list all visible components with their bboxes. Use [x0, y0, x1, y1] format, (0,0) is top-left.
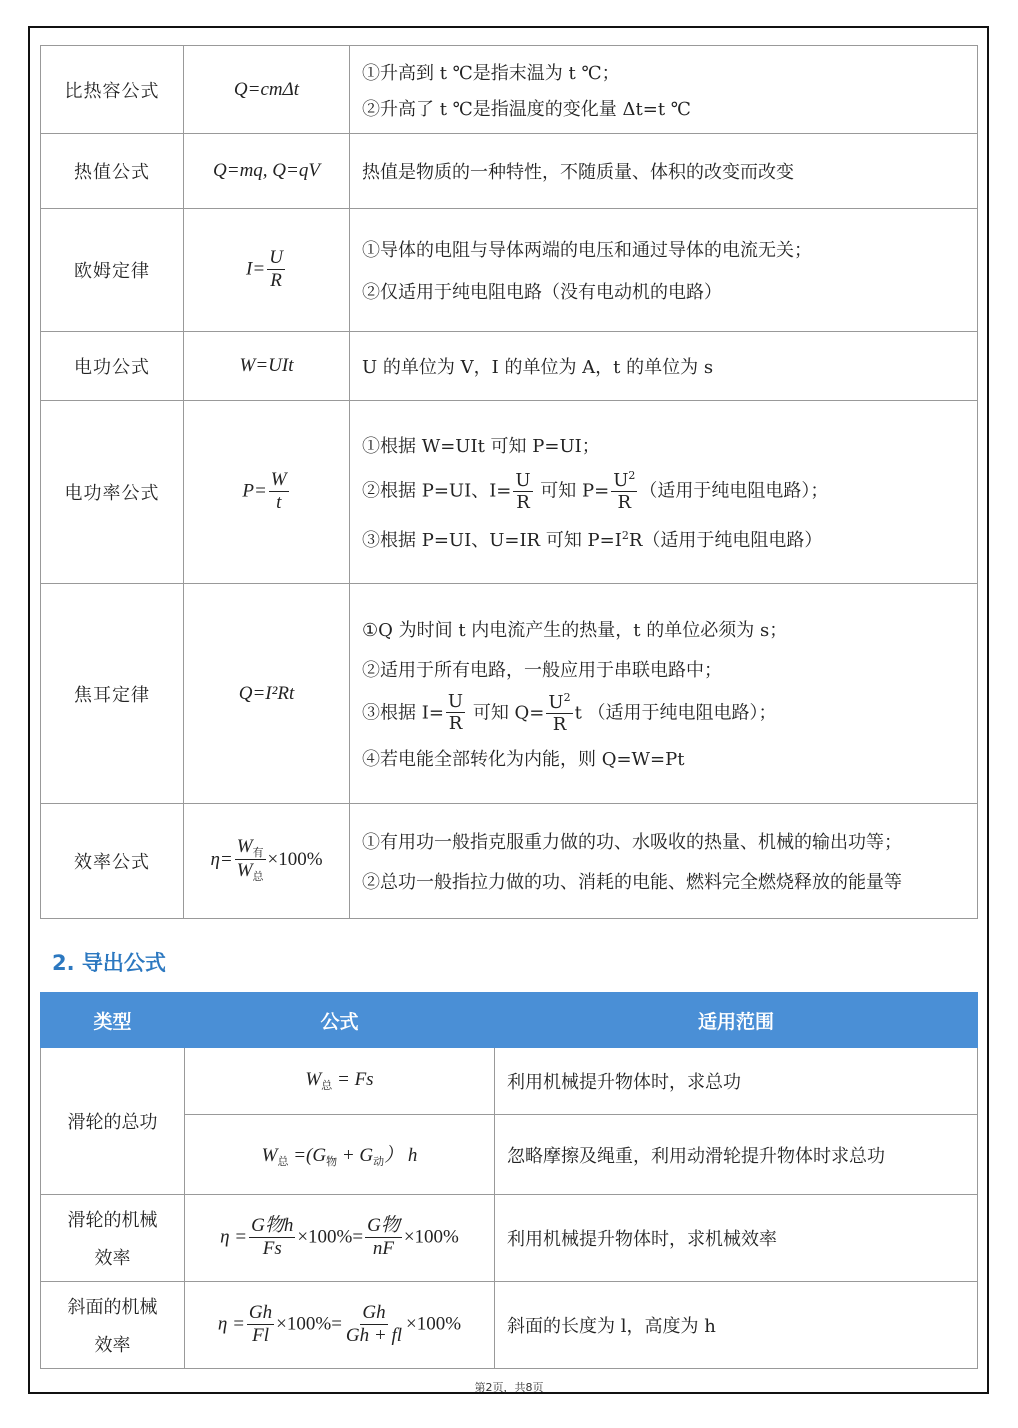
table-row: [41, 332, 978, 401]
note-text: ③根据 P=UI、U=IR 可知 P=I: [362, 529, 622, 551]
row-formula: Q=I²Rt: [184, 584, 350, 804]
row-notes: [350, 134, 978, 209]
table-row: [41, 1195, 978, 1282]
note-line: 热值是物质的一种特性，不随质量、体积的改变而改变: [362, 162, 794, 183]
row-note: 忽略摩擦及绳重，利用动滑轮提升物体时求总功: [495, 1115, 978, 1195]
table-row: [41, 134, 978, 209]
row-notes: [350, 584, 978, 804]
derived-formula-table: [40, 992, 978, 1369]
row-formula: Q=cmΔt: [184, 46, 350, 134]
table-row: [41, 46, 978, 134]
fraction-numerator: G物: [367, 1214, 400, 1236]
header-row: [41, 993, 978, 1048]
table-row: [41, 1048, 978, 1115]
subscript: 有: [252, 847, 264, 860]
formula-rhs: ×100%: [406, 1313, 462, 1335]
formula-mid: ×100%=: [276, 1313, 342, 1335]
row-notes: [350, 46, 978, 134]
fraction-numerator: G物h: [251, 1214, 294, 1236]
row-formula: [185, 1282, 495, 1369]
formula-part: ） h: [384, 1145, 418, 1166]
fraction-numerator: Gh: [248, 1301, 273, 1323]
fraction: [546, 692, 572, 735]
fraction-denominator: R: [552, 713, 567, 735]
fraction-numerator: U: [269, 246, 283, 268]
row-note: 斜面的长度为 l，高度为 h: [495, 1282, 978, 1369]
row-notes: [350, 804, 978, 919]
note-text: ③根据 I=: [362, 702, 444, 724]
fraction-numerator: [546, 692, 572, 714]
row-formula: [185, 1048, 495, 1115]
subscript: 总: [321, 1080, 333, 1092]
row-name: 欧姆定律: [41, 209, 184, 332]
fraction-numerator: Gh: [362, 1301, 386, 1323]
note-text: 可知 Q=: [467, 702, 545, 724]
formula-lhs: η =: [220, 1226, 248, 1248]
note-text: t （适用于纯电阻电路）；: [574, 702, 777, 724]
numerator-base: U: [613, 470, 629, 492]
row-formula: Q=mq, Q=qV: [184, 134, 350, 209]
row-name: 效率公式: [41, 804, 184, 919]
formula-rhs: ×100%: [403, 1226, 459, 1248]
table-row: [41, 584, 978, 804]
note-text: 可知 P=: [534, 480, 610, 502]
fraction: [267, 248, 285, 293]
row-name: 焦耳定律: [41, 584, 184, 804]
row-notes: [350, 209, 978, 332]
row-formula: [184, 804, 350, 919]
row-formula: [185, 1115, 495, 1195]
row-name: [41, 1282, 185, 1369]
formula-part: W: [261, 1145, 278, 1166]
note-text: R（适用于纯电阻电路）: [628, 529, 823, 551]
fraction-numerator: [235, 837, 266, 860]
table-row: [41, 804, 978, 919]
note-line: ①导体的电阻与导体两端的电压和通过导体的电流无关；: [362, 240, 812, 261]
fraction-numerator: U: [447, 691, 464, 713]
row-formula: W=UIt: [184, 332, 350, 401]
superscript: 2: [628, 469, 636, 483]
fraction: [249, 1216, 295, 1261]
formula-part: =(G: [288, 1145, 327, 1166]
fraction: [247, 1303, 274, 1348]
row-name: 滑轮的总功: [41, 1048, 185, 1195]
fraction: [513, 471, 532, 513]
row-name: 电功公式: [41, 332, 184, 401]
fraction-denominator: [235, 860, 266, 884]
fraction-denominator: R: [516, 491, 530, 513]
row-formula: [184, 401, 350, 584]
note-line: [362, 692, 977, 735]
basic-formula-table: [40, 45, 978, 919]
name-line: 效率: [94, 1335, 131, 1356]
header-type: 类型: [41, 993, 185, 1048]
fraction-denominator: R: [448, 713, 463, 735]
fraction: [446, 692, 465, 734]
subscript: 动: [373, 1156, 385, 1168]
table-row: [41, 401, 978, 584]
fraction-denominator: t: [276, 491, 282, 513]
subscript: 总: [277, 1156, 289, 1168]
formula-lhs: η=: [210, 849, 233, 871]
fraction-denominator: R: [617, 492, 632, 514]
denominator-base: W: [236, 860, 253, 882]
note-line: ①Q 为时间 t 内电流产生的热量，t 的单位必须为 s；: [362, 619, 788, 641]
formula-part: + G: [337, 1145, 374, 1166]
note-line: ②总功一般指拉力做的功、消耗的电能、燃料完全燃烧释放的能量等: [362, 872, 902, 893]
row-name: 比热容公式: [41, 46, 184, 134]
row-name: [41, 1195, 185, 1282]
note-line: ②仅适用于纯电阻电路（没有电动机的电路）: [362, 282, 722, 303]
numerator-base: W: [236, 836, 253, 858]
fraction: [611, 470, 637, 513]
row-note: 利用机械提升物体时，求机械效率: [495, 1195, 978, 1282]
row-note: 利用机械提升物体时，求总功: [495, 1048, 978, 1115]
formula-lhs: P=: [242, 480, 267, 502]
fraction-denominator: Fs: [262, 1237, 282, 1259]
header-formula: 公式: [185, 993, 495, 1048]
note-line: ②适用于所有电路，一般应用于串联电路中；: [362, 659, 722, 681]
formula-rhs: ×100%: [267, 849, 323, 871]
note-line: ②升高了 t ℃是指温度的变化量 Δt=t ℃: [362, 98, 691, 120]
table-row: [41, 209, 978, 332]
fraction: [344, 1303, 404, 1348]
note-line: ①升高到 t ℃是指末温为 t ℃；: [362, 62, 620, 84]
formula-part: W: [305, 1069, 322, 1090]
row-formula: [184, 209, 350, 332]
row-notes: [350, 332, 978, 401]
formula-mid: ×100%=: [297, 1226, 364, 1248]
fraction-denominator: nF: [372, 1237, 395, 1259]
superscript: 2: [563, 690, 571, 704]
formula-part: = Fs: [332, 1069, 374, 1090]
note-line: ①有用功一般指克服重力做的功、水吸收的热量、机械的输出功等；: [362, 832, 902, 853]
fraction-numerator: U: [515, 469, 531, 491]
subscript: 总: [252, 871, 264, 884]
section-heading: 2. 导出公式: [52, 951, 166, 975]
subscript: 物: [326, 1156, 338, 1168]
header-scope: 适用范围: [495, 993, 978, 1048]
note-text: ②根据 P=UI、I=: [362, 480, 512, 502]
fraction-denominator: Fl: [252, 1324, 269, 1346]
name-line: 效率: [94, 1248, 131, 1269]
table-row: [41, 1282, 978, 1369]
fraction-numerator: [611, 470, 637, 492]
note-line: [362, 470, 977, 513]
page-footer: 第2页，共8页: [474, 1381, 544, 1394]
name-line: 斜面的机械: [67, 1297, 158, 1318]
fraction-denominator: Gh + fl: [345, 1324, 403, 1346]
fraction: [365, 1216, 402, 1261]
fraction: [235, 837, 266, 884]
note-line: [362, 526, 977, 552]
superscript: 2: [621, 528, 629, 542]
row-name: 电功率公式: [41, 401, 184, 584]
formula-lhs: η =: [217, 1313, 245, 1335]
row-formula: [185, 1195, 495, 1282]
note-line: ①根据 W=UIt 可知 P=UI；: [362, 436, 600, 458]
fraction: [269, 470, 289, 515]
numerator-base: U: [548, 691, 564, 713]
row-name: 热值公式: [41, 134, 184, 209]
note-line: U 的单位为 V，I 的单位为 A，t 的单位为 s: [362, 357, 714, 378]
formula-lhs: I=: [246, 258, 266, 280]
fraction-denominator: R: [270, 269, 282, 291]
note-line: ④若电能全部转化为内能，则 Q=W=Pt: [362, 749, 685, 771]
note-text: （适用于纯电阻电路）；: [639, 480, 829, 502]
row-notes: [350, 401, 978, 584]
fraction-numerator: W: [270, 468, 287, 490]
name-line: 滑轮的机械: [67, 1210, 158, 1231]
